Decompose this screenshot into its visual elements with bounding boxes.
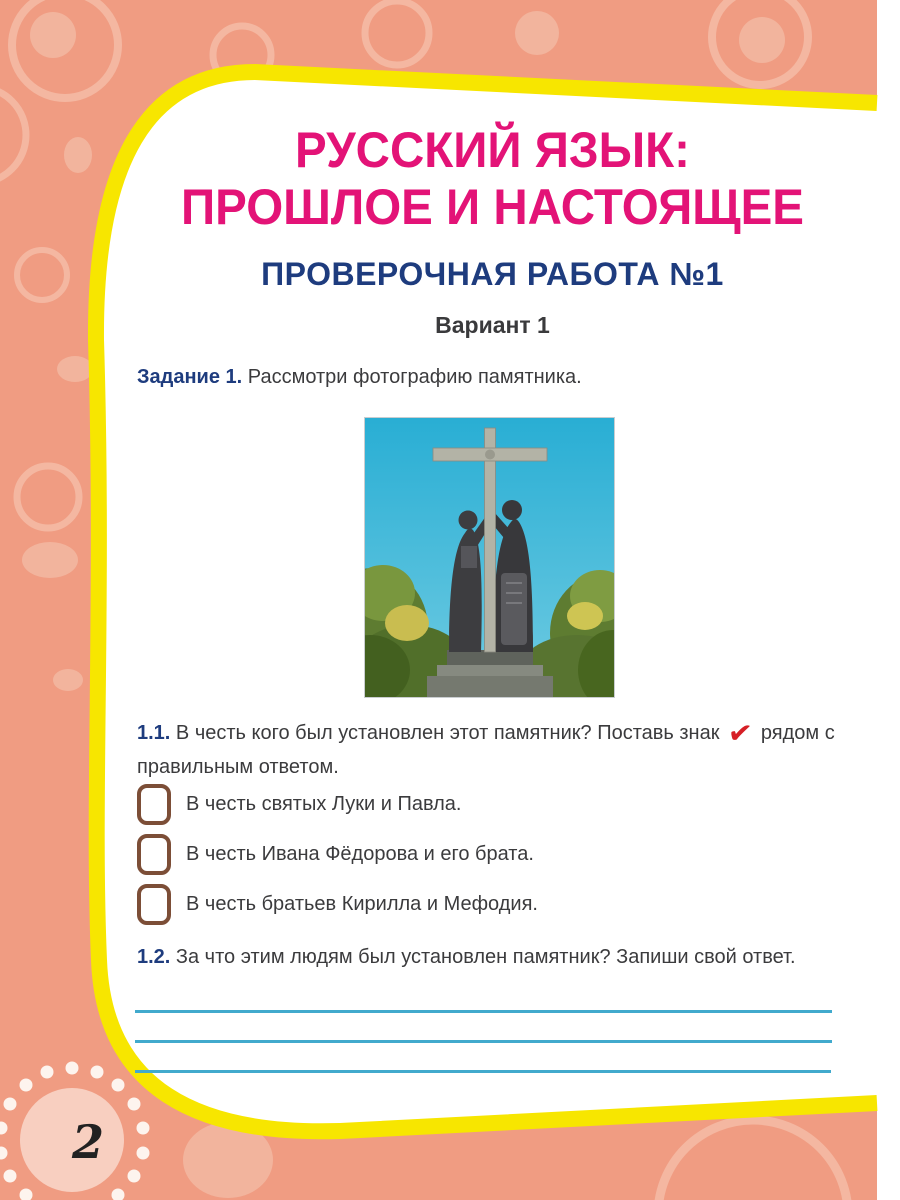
variant-label: Вариант 1 [435, 312, 550, 338]
q11-text-after: рядом с правильным ответом. [137, 722, 835, 778]
q12-label: 1.2. [137, 946, 171, 968]
book-title-line2: ПРОШЛОЕ И НАСТОЯЩЕЕ [181, 179, 804, 235]
checkmark-icon: ✔ [726, 714, 755, 752]
answer-option-row [137, 836, 538, 873]
answer-options [137, 786, 538, 936]
question-1-1 [137, 716, 859, 784]
test-heading: ПРОВЕРОЧНАЯ РАБОТА №1 [261, 256, 724, 292]
answer-checkbox[interactable] [137, 834, 171, 875]
page-number: 2 [71, 1115, 105, 1169]
task1-text: Рассмотри фотографию памятника. [247, 366, 582, 388]
monument-photo-art [365, 418, 614, 697]
answer-checkbox[interactable] [137, 784, 171, 825]
option-label: В честь Ивана Фёдорова и его брата. [186, 843, 534, 865]
q11-label: 1.1. [137, 722, 171, 744]
answer-option-row [137, 786, 538, 823]
answer-line-1[interactable] [135, 1010, 832, 1013]
option-label: В честь братьев Кирилла и Мефодия. [186, 893, 538, 915]
monument-photo [364, 417, 615, 698]
answer-line-3[interactable] [135, 1070, 831, 1073]
answer-line-2[interactable] [135, 1040, 832, 1043]
option-label: В честь святых Луки и Павла. [186, 793, 462, 815]
task1-label: Задание 1. [137, 366, 243, 388]
q11-text-before: В честь кого был установлен этот памятник? Поставь знак [175, 722, 720, 744]
q12-text: За что этим людям был установлен памятник? Запиши свой ответ. [175, 946, 796, 968]
answer-checkbox[interactable] [137, 884, 171, 925]
answer-option-row [137, 886, 538, 923]
question-1-2 [137, 946, 796, 969]
task1-line [137, 366, 582, 389]
book-title-line1: РУССКИЙ ЯЗЫК: [295, 122, 690, 178]
